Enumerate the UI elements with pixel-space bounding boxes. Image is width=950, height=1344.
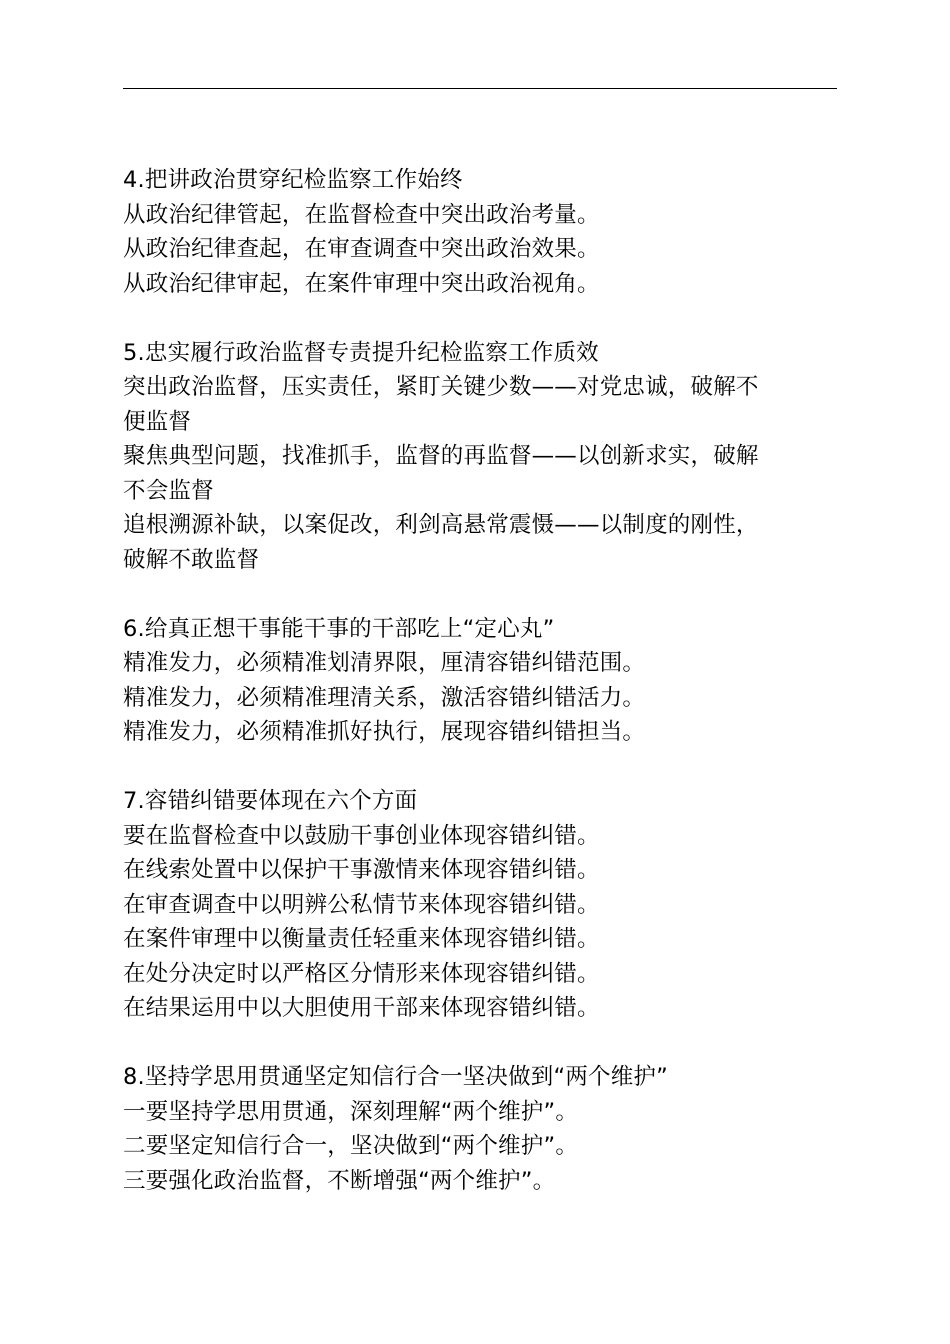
section-line: 在案件审理中以衡量责任轻重来体现容错纠错。: [123, 926, 600, 952]
section-line: 突出政治监督，压实责任，紧盯关键少数——对党忠诚，破解不: [123, 374, 759, 400]
section-line: 在审查调查中以明辨公私情节来体现容错纠错。: [123, 891, 600, 918]
section-line: 聚焦典型问题，找准抓手，监督的再监督——以创新求实，破解: [123, 443, 759, 469]
section-line: 精准发力，必须精准理清关系，激活容错纠错活力。: [123, 684, 646, 711]
section-heading: 5.忠实履行政治监督专责提升纪检监察工作质效: [123, 339, 599, 366]
section-heading: 4.把讲政治贯穿纪检监察工作始终: [123, 167, 463, 193]
section-line: 从政治纪律审起，在案件审理中突出政治视角。: [123, 270, 600, 297]
section-4: [123, 163, 843, 301]
section-line: 在结果运用中以大胆使用干部来体现容错纠错。: [123, 995, 600, 1021]
section-7: [123, 784, 843, 1026]
section-line: 要在监督检查中以鼓励干事创业体现容错纠错。: [123, 822, 600, 849]
document-body: [123, 163, 843, 1233]
section-line: 二要坚定知信行合一，坚决做到“两个维护”。: [123, 1133, 579, 1159]
section-line: 从政治纪律查起，在审查调查中突出政治效果。: [123, 236, 600, 262]
section-line: 三要强化政治监督，不断增强“两个维护”。: [123, 1167, 556, 1194]
section-line: 追根溯源补缺，以案促改，利剑高悬常震慑——以制度的刚性，: [123, 512, 759, 538]
section-line: 从政治纪律管起，在监督检查中突出政治考量。: [123, 201, 600, 228]
section-line: 便监督: [123, 408, 192, 435]
section-heading: 8.坚持学思用贯通坚定知信行合一坚决做到“两个维护”: [123, 1064, 668, 1090]
section-6: [123, 612, 843, 750]
section-line: 不会监督: [123, 477, 214, 504]
section-line: 在线索处置中以保护干事激情来体现容错纠错。: [123, 857, 600, 883]
section-line: 破解不敢监督: [123, 546, 260, 573]
section-line: 精准发力，必须精准划清界限，厘清容错纠错范围。: [123, 650, 646, 676]
section-line: 一要坚持学思用贯通，深刻理解“两个维护”。: [123, 1098, 579, 1125]
section-line: 在处分决定时以严格区分情形来体现容错纠错。: [123, 960, 600, 987]
header-rule: [123, 88, 837, 89]
section-line: 精准发力，必须精准抓好执行，展现容错纠错担当。: [123, 719, 646, 745]
section-5: [123, 336, 843, 578]
section-heading: 7.容错纠错要体现在六个方面: [123, 788, 418, 814]
section-heading: 6.给真正想干事能干事的干部吃上“定心丸”: [123, 615, 555, 642]
section-8: [123, 1060, 843, 1198]
